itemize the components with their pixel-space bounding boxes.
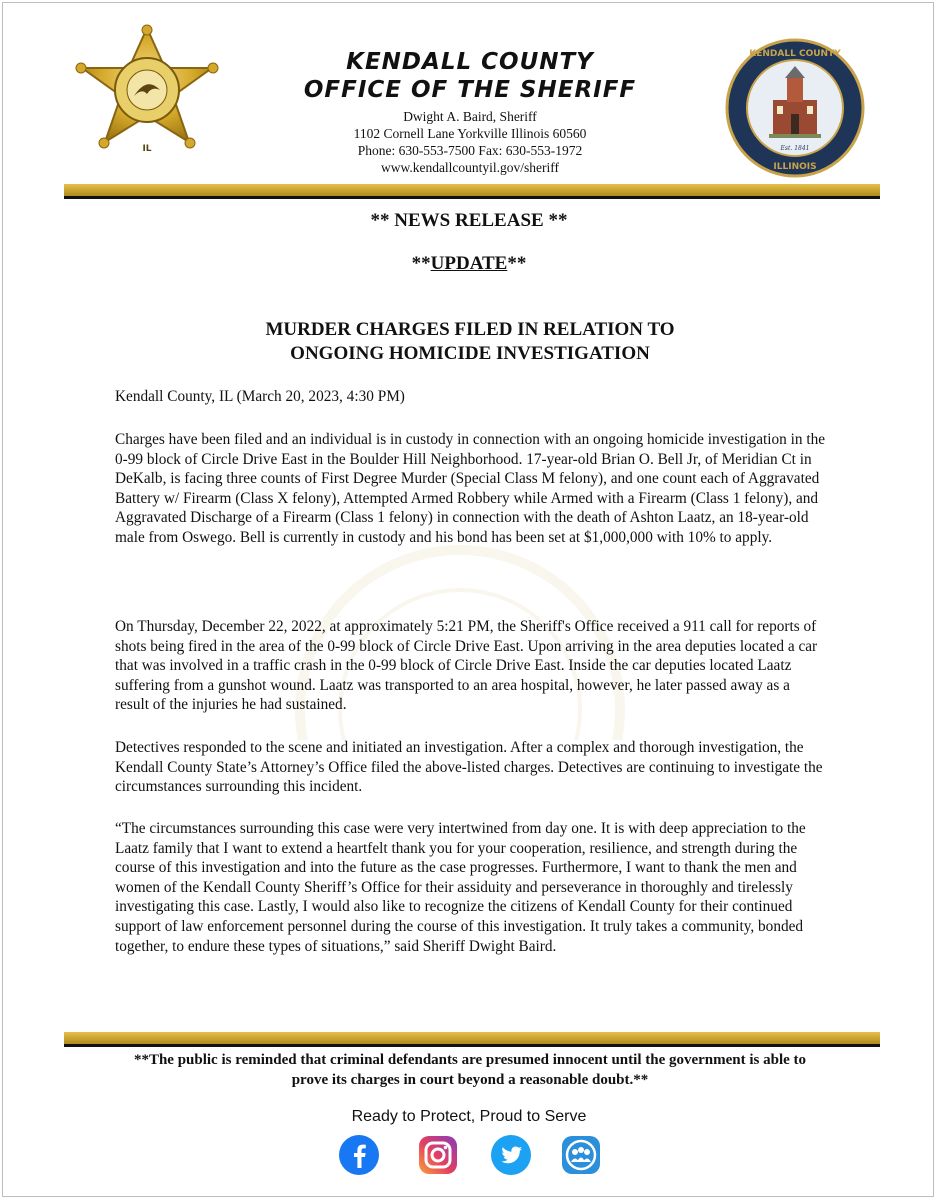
headline-line1: MURDER CHARGES FILED IN RELATION TO <box>265 319 675 340</box>
dateline: Kendall County, IL (March 20, 2023, 4:30 PM) <box>115 388 405 405</box>
header-divider <box>64 184 880 199</box>
paragraph-charges: Charges have been filed and an individual is in custody in connection with an ongoing homicide investigation in the 0-99 block of Circle Drive East in the Boulder Hill Neighborhood. 17-year-old Brian O. Bell Jr, of Meridian Ct in DeKalb, is facing three counts of First Degree Murder (Special Class M felony), and one count each of Aggravated Battery w/ Firearm (Class X felony), Attempted Armed Robbery while Armed with a Firearm (Class 1 felony), and Aggravated Discharge of a Firearm (Class 1 felony) in connection with the death of Ashton Laatz, an 18-year-old male from Oswego. Bell is currently in custody and his bond has been set at $1,000,000 with 10% to apply. <box>115 431 826 546</box>
seal-est-text: Est. 1841 <box>780 145 810 152</box>
sheriff-badge-logo <box>72 24 222 174</box>
agency-name <box>230 48 710 104</box>
update-suffix: ** <box>507 253 527 274</box>
motto: Ready to Protect, Proud to Serve <box>351 1108 587 1125</box>
instagram-icon[interactable] <box>417 1134 459 1176</box>
headline <box>120 318 820 366</box>
badge-state-text: IL <box>142 144 152 154</box>
contact-block <box>230 108 710 176</box>
website-link[interactable]: www.kendallcountyil.gov/sheriff <box>380 160 560 175</box>
footer-divider <box>64 1032 880 1047</box>
seal-bottom-text: ILLINOIS <box>773 162 817 172</box>
paragraph-incident: On Thursday, December 22, 2022, at approximately 5:21 PM, the Sheriff's Office received a 911 call for reports of shots being fired in the area of the 0-99 block of Circle Drive East. Upon arriving in the area deputies located a car that was involved in a traffic crash in the 0-99 block of Circle Drive East. Inside the car deputies located Laatz suffering from a gunshot wound. Laatz was transported to an area hospital, however, he later passed away as a result of the injuries he had sustained. <box>115 618 818 714</box>
news-release-label: ** NEWS RELEASE ** <box>370 210 568 231</box>
community-app-icon[interactable] <box>560 1134 602 1176</box>
address: 1102 Cornell Lane Yorkville Illinois 60560 <box>353 126 587 141</box>
twitter-icon[interactable] <box>490 1134 532 1176</box>
update-label <box>0 253 938 275</box>
update-word: UPDATE <box>430 253 508 274</box>
presumption-disclaimer: **The public is reminded that criminal defendants are presumed innocent until the government is able to prove its charges in court beyond a reasonable doubt.** <box>133 1052 807 1088</box>
facebook-icon[interactable] <box>338 1134 380 1176</box>
agency-name-line1: KENDALL COUNTY <box>346 49 594 75</box>
headline-line2: ONGOING HOMICIDE INVESTIGATION <box>290 343 650 364</box>
phone-fax: Phone: 630-553-7500 Fax: 630-553-1972 <box>357 143 583 158</box>
county-seal-logo <box>725 38 865 178</box>
agency-name-line2: OFFICE OF THE SHERIFF <box>303 77 637 103</box>
sheriff-name: Dwight A. Baird, Sheriff <box>403 109 537 124</box>
paragraph-sheriff-quote: “The circumstances surrounding this case were very intertwined from day one. It is with deep appreciation to the Laatz family that I want to extend a heartfelt thank you for your cooperation, resilience, and strength during the course of this investigation and into the future as the case progresses. Furthermore, I want to thank the men and women of the Kendall County Sheriff’s Office for their assiduity and perseverance in thoroughly and tirelessly investigating this case. Lastly, I would also like to recognize the citizens of Kendall County for their continued support of law enforcement personnel during the course of this investigation. It truly takes a community, bonded together, to endure these types of situations,” said Sheriff Dwight Baird. <box>115 820 806 955</box>
update-prefix: ** <box>411 253 431 274</box>
paragraph-investigation: Detectives responded to the scene and initiated an investigation. After a complex and thorough investigation, the Kendall County State’s Attorney’s Office filed the above-listed charges. Detectives are continuing to investigate the circumstances surrounding this incident. <box>115 739 823 796</box>
seal-top-text: KENDALL COUNTY <box>749 49 841 59</box>
